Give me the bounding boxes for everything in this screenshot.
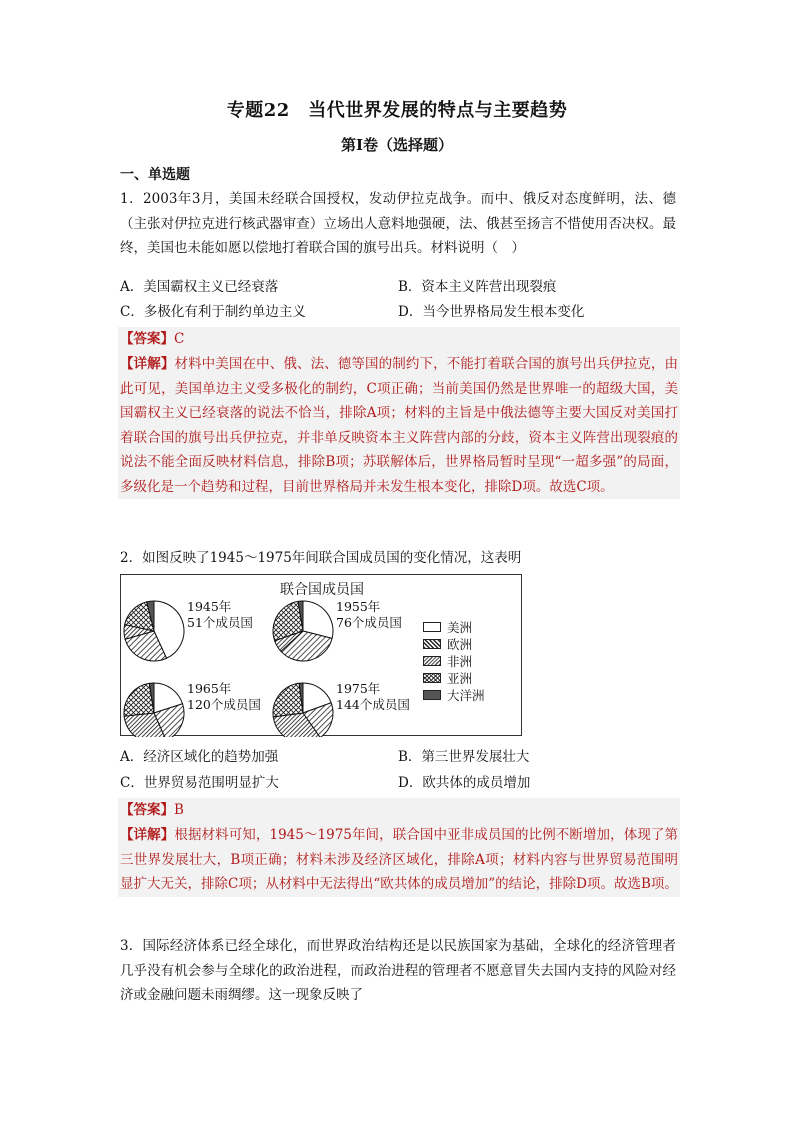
answer-value: B [174,802,184,818]
pie-1965-slice-asia [124,683,154,716]
pie-1975-year: 1975年 [336,681,381,696]
q2-option-d: D．欧共体的成员增加 [398,775,531,791]
pie-1955-year: 1955年 [336,599,381,614]
pie-1975-label [336,681,410,713]
legend-swatch-africa [423,656,441,666]
q2-option-b: B．第三世界发展壮大 [398,749,530,765]
q1-answer [118,327,680,352]
legend-americas [423,619,485,635]
pie-1945-caption: 51个成员国 [187,615,253,630]
legend-swatch-americas [423,622,441,632]
legend-oceania [423,687,485,703]
answer-tag: 【答案】 [120,331,174,347]
legend-label-africa: 非洲 [447,654,473,669]
detail-text: 材料中美国在中、俄、法、德等国的制约下，不能打着联合国的旗号出兵伊拉克，由此可见，美国单边主义受多极化的制约，C项正确；当前美国仍然是世界唯一的超级大国，美国霸权主义已经衰落的说法不恰当，排除A项；材料的主旨是中俄法德等主要大国反对美国打着联合国的旗号出兵伊拉克，并非单反映资本主义阵营内部的分歧，资本主义阵营出现裂痕的说法不能全面反映材料信息，排除B项；苏联解体后，世界格局暂时呈现“一超多强”的局面，多级化是一个趋势和过程，目前世界格局并未发生根本变化，排除D项。故选C项。 [120,356,679,495]
legend-label-oceania: 大洋洲 [447,688,485,703]
legend-asia [423,670,485,686]
legend-europe [423,636,485,652]
pie-1975-slice-asia [273,683,303,717]
legend-africa [423,653,485,669]
pie-1945-label [187,599,253,631]
question-1-stem: 1．2003年3月，美国未经联合国授权，发动伊拉克战争。而中、俄反对态度鲜明，法、德（主张对伊拉克进行核武器审查）立场出人意料地强硬，法、俄甚至扬言不惜使用否决权。最终，美国也未能如愿以偿地打着联合国的旗号出兵。材料说明（ ） [120,191,676,256]
chart-title: 联合国成员国 [280,582,364,598]
answer-value: C [174,331,185,347]
chart-legend [423,619,485,704]
legend-label-americas: 美洲 [447,620,473,635]
q2-answer [118,798,680,823]
detail-tag: 【详解】 [120,356,175,372]
question-3-stem: 3．国际经济体系已经全球化，而世界政治结构还是以民族国家为基础，全球化的经济管理者几乎没有机会参与全球化的政治进程，而政治进程的管理者不愿意冒失去国内支持的风险对经济或金融问题未雨绸缪。这一现象反映了 [120,938,676,1003]
page-title: 专题22 当代世界发展的特点与主要趋势 [226,100,568,121]
answer-tag: 【答案】 [120,802,174,818]
un-members-chart [120,574,522,736]
legend-label-asia: 亚洲 [447,671,473,686]
pie-1955-caption: 76个成员国 [336,615,402,630]
detail-text: 根据材料可知，1945～1975年间，联合国中亚非成员国的比例不断增加，体现了第三世界发展壮大，B项正确；材料未涉及经济区域化，排除A项；材料内容与世界贸易范围明显扩大无关，排除C项；从材料中无法得出“欧共体的成员增加”的结论，排除D项。故选B项。 [120,827,678,892]
q1-option-a: A．美国霸权主义已经衰落 [120,279,279,295]
pie-1965-label [187,681,261,713]
pie-1965-caption: 120个成员国 [187,697,261,712]
pie-1965-year: 1965年 [187,681,232,696]
section-heading: 一、单选题 [120,167,190,183]
q1-option-c: C．多极化有利于制约单边主义 [120,304,306,320]
pie-1945-year: 1945年 [187,599,232,614]
detail-tag: 【详解】 [120,827,175,843]
q1-option-b: B．资本主义阵营出现裂痕 [398,279,557,295]
pie-1955-label [336,599,402,631]
q2-detail [118,823,680,897]
legend-label-europe: 欧洲 [447,637,473,652]
q2-option-a: A．经济区域化的趋势加强 [120,749,279,765]
legend-swatch-europe [423,639,441,649]
q2-option-c: C．世界贸易范围明显扩大 [120,775,279,791]
question-2-stem: 2．如图反映了1945～1975年间联合国成员国的变化情况，这表明 [120,550,522,566]
volume-subtitle: 第Ⅰ卷（选择题） [340,136,454,154]
q1-detail [118,352,680,499]
legend-swatch-oceania [423,690,441,700]
q1-option-d: D．当今世界格局发生根本变化 [398,304,585,320]
pie-1975-caption: 144个成员国 [336,697,410,712]
legend-swatch-asia [423,673,441,683]
